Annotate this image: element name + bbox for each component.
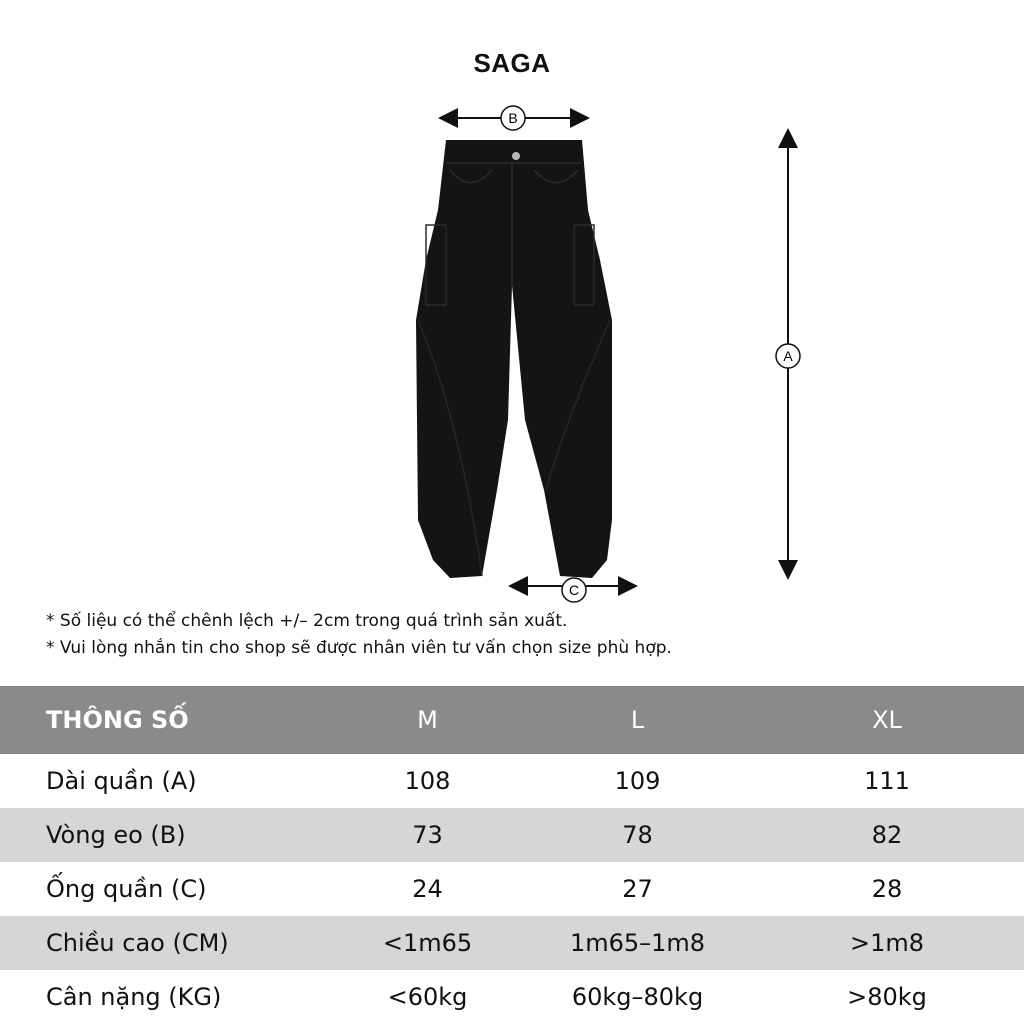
marker-a: A <box>783 348 793 364</box>
cell-l: 1m65–1m8 <box>569 929 706 957</box>
header-size-l: L <box>630 706 645 734</box>
size-table <box>0 686 1024 1024</box>
cell-xl: 28 <box>871 875 903 903</box>
cell-xl: 82 <box>871 821 903 849</box>
pants-illustration <box>416 140 612 578</box>
cell-xl: 111 <box>864 767 910 795</box>
product-title: SAGA <box>473 48 551 78</box>
table-row <box>0 862 1024 916</box>
cell-m: <1m65 <box>382 929 473 957</box>
cell-l: 78 <box>622 821 653 849</box>
table-row <box>0 808 1024 862</box>
row-label: Dài quần (A) <box>46 767 197 795</box>
hem-arrow-c <box>510 578 636 602</box>
cell-xl: >80kg <box>847 983 927 1011</box>
waist-arrow-b <box>440 106 588 130</box>
table-row <box>0 916 1024 970</box>
header-size-xl: XL <box>872 706 902 734</box>
header-spec: THÔNG SỐ <box>46 706 189 734</box>
marker-c: C <box>568 582 580 598</box>
table-header-row <box>0 686 1024 754</box>
row-label: Ống quần (C) <box>46 875 207 903</box>
cell-m: 108 <box>404 767 451 795</box>
cell-l: 27 <box>622 875 653 903</box>
row-label: Chiều cao (CM) <box>46 929 229 957</box>
cell-l: 60kg–80kg <box>571 983 704 1011</box>
row-label: Cân nặng (KG) <box>46 983 222 1011</box>
length-arrow-a <box>776 130 800 578</box>
pants-silhouette <box>416 140 612 578</box>
note-tolerance: * Số liệu có thể chênh lệch +/– 2cm trong quá trình sản xuất. <box>46 611 568 631</box>
marker-b: B <box>508 110 518 126</box>
cell-m: 24 <box>412 875 443 903</box>
table-row <box>0 970 1024 1024</box>
cell-m: 73 <box>412 821 443 849</box>
cell-xl: >1m8 <box>849 929 925 957</box>
button-icon <box>512 152 520 160</box>
cell-l: 109 <box>614 767 661 795</box>
row-label: Vòng eo (B) <box>46 821 186 849</box>
notes <box>46 608 672 662</box>
table-row <box>0 754 1024 808</box>
cell-m: <60kg <box>387 983 468 1011</box>
note-contact: * Vui lòng nhắn tin cho shop sẽ được nhân viên tư vấn chọn size phù hợp. <box>46 638 672 658</box>
header-size-m: M <box>417 706 438 734</box>
